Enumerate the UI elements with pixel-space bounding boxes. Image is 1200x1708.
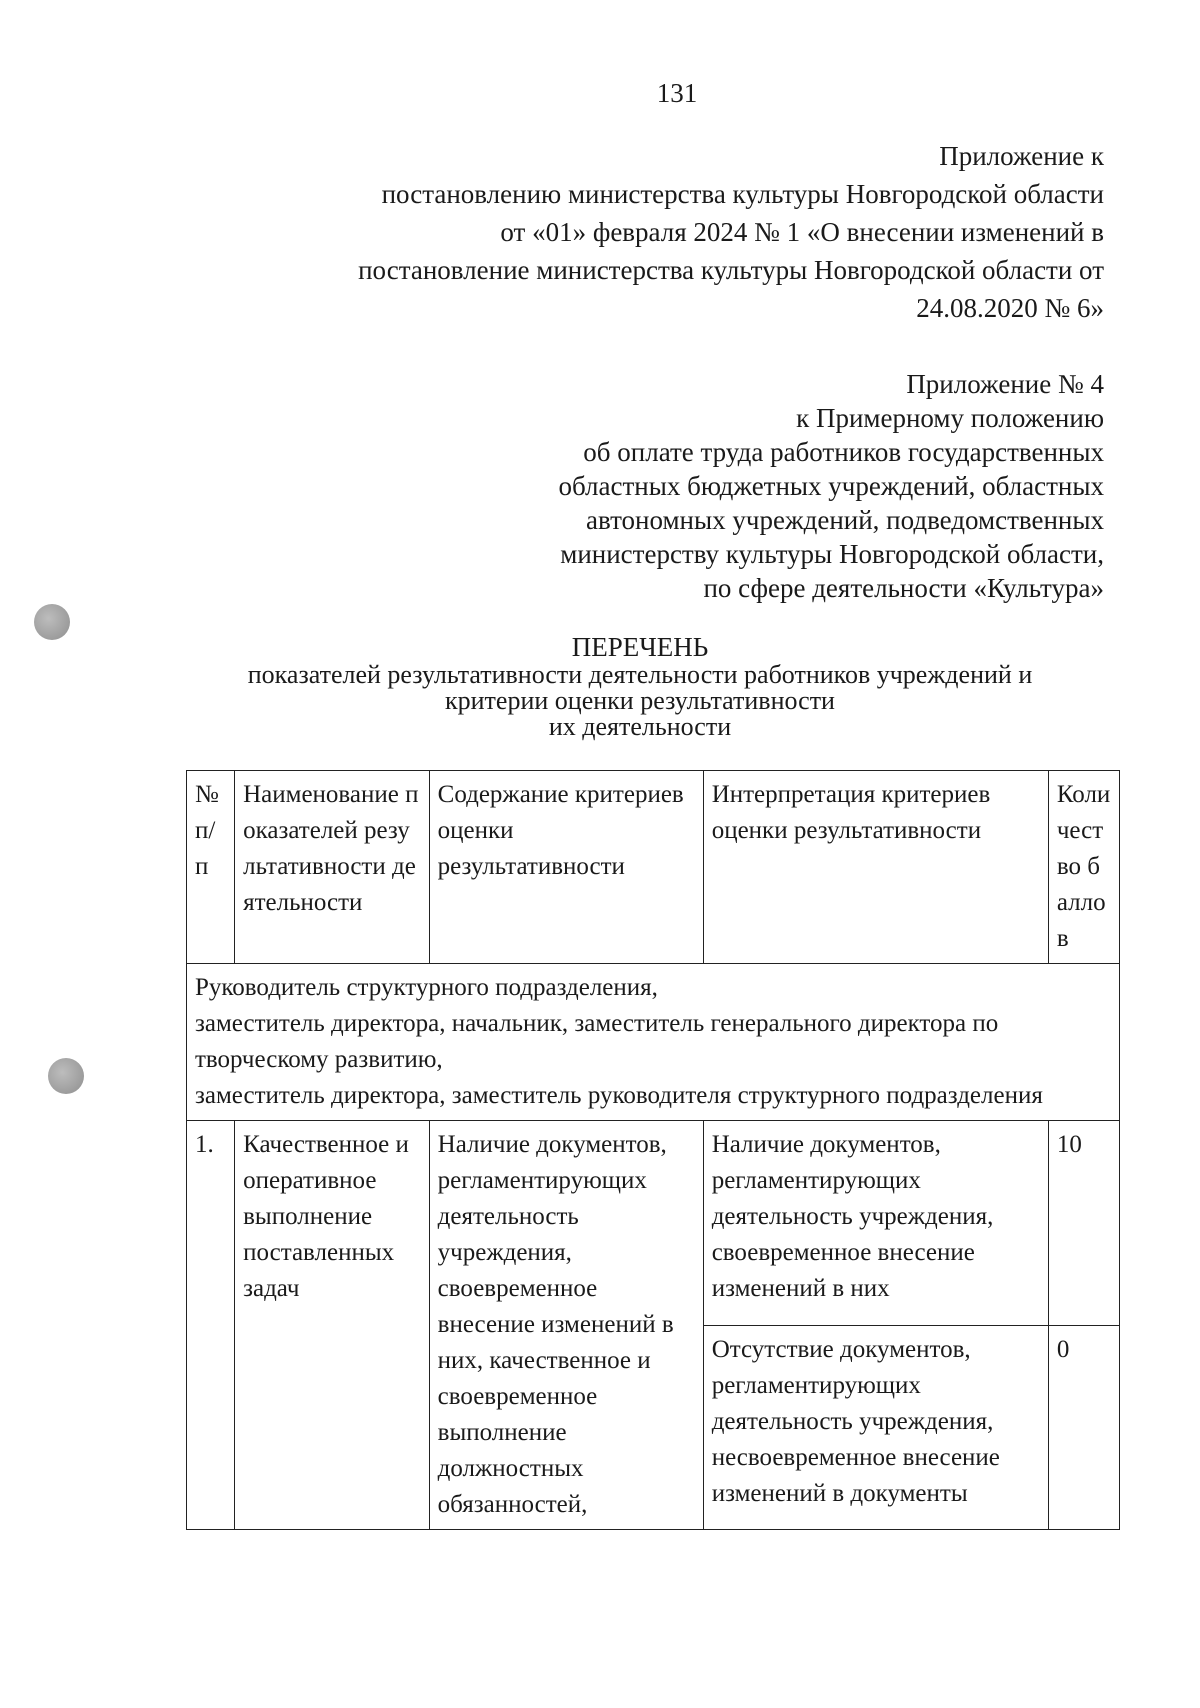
header-num: № п/п xyxy=(187,771,235,964)
table-row xyxy=(187,1121,1120,1326)
annex-header-line: Приложение к xyxy=(939,141,1104,171)
punch-hole-mark xyxy=(48,1058,84,1094)
header-interpretation: Интерпретация критериев оценки результативности xyxy=(703,771,1048,964)
section-cell xyxy=(187,964,1120,1121)
cell-indicator: Качественное и оперативное выполнение поставленных задач xyxy=(235,1121,430,1530)
annex-header-line: постановлению министерства культуры Новгородской области xyxy=(381,179,1104,209)
annex4-header-line: по сфере деятельности «Культура» xyxy=(703,573,1104,603)
punch-hole-mark xyxy=(34,604,70,640)
annex4-header-line: министерству культуры Новгородской области, xyxy=(560,539,1104,569)
header-points: Количество баллов xyxy=(1048,771,1119,964)
cell-points: 10 xyxy=(1048,1121,1119,1326)
section-line: Руководитель структурного подразделения, xyxy=(195,974,658,1001)
title-line: показателей результативности деятельности работников учреждений и xyxy=(247,660,1033,689)
title-heading: ПЕРЕЧЕНЬ xyxy=(571,632,709,662)
cell-interpretation: Отсутствие документов, регламентирующих деятельность учреждения, несвоевременное внесение изменений в документы xyxy=(703,1325,1048,1530)
title-line: их деятельности xyxy=(548,712,732,741)
annex4-header-line: Приложение № 4 xyxy=(906,369,1104,399)
cell-interpretation: Наличие документов, регламентирующих деятельность учреждения, своевременное внесение изменений в них xyxy=(703,1121,1048,1326)
title-line: критерии оценки результативности xyxy=(445,686,835,715)
annex-header-line: постановление министерства культуры Новгородской области от xyxy=(358,255,1104,285)
header-criteria: Содержание критериев оценки результативности xyxy=(429,771,703,964)
annex4-header xyxy=(464,367,1104,605)
page-number: 131 xyxy=(656,78,698,108)
criteria-table xyxy=(186,770,1120,1530)
table-header-row xyxy=(187,771,1120,964)
section-row xyxy=(187,964,1120,1121)
annex-header-line: от «01» февраля 2024 № 1 «О внесении изменений в xyxy=(500,217,1104,247)
annex4-header-line: к Примерному положению xyxy=(796,403,1104,433)
section-line: заместитель директора, начальник, заместитель генерального директора по творческому развитию, xyxy=(195,1010,999,1073)
annex4-header-line: областных бюджетных учреждений, областных xyxy=(558,471,1104,501)
annex4-header-line: об оплате труда работников государственных xyxy=(583,437,1104,467)
annex-header xyxy=(304,137,1104,327)
document-title xyxy=(140,632,1140,740)
cell-criteria: Наличие документов, регламентирующих деятельность учреждения, своевременное внесение изменений в них, качественное и своевременное выполнение должностных обязанностей, xyxy=(429,1121,703,1530)
section-line: заместитель директора, заместитель руководителя структурного подразделения xyxy=(195,1082,1043,1109)
cell-num: 1. xyxy=(187,1121,235,1530)
annex-header-line: 24.08.2020 № 6» xyxy=(916,293,1104,323)
header-indicator: Наименование показателей результативности деятельности xyxy=(235,771,430,964)
cell-points: 0 xyxy=(1048,1325,1119,1530)
annex4-header-line: автономных учреждений, подведомственных xyxy=(586,505,1104,535)
